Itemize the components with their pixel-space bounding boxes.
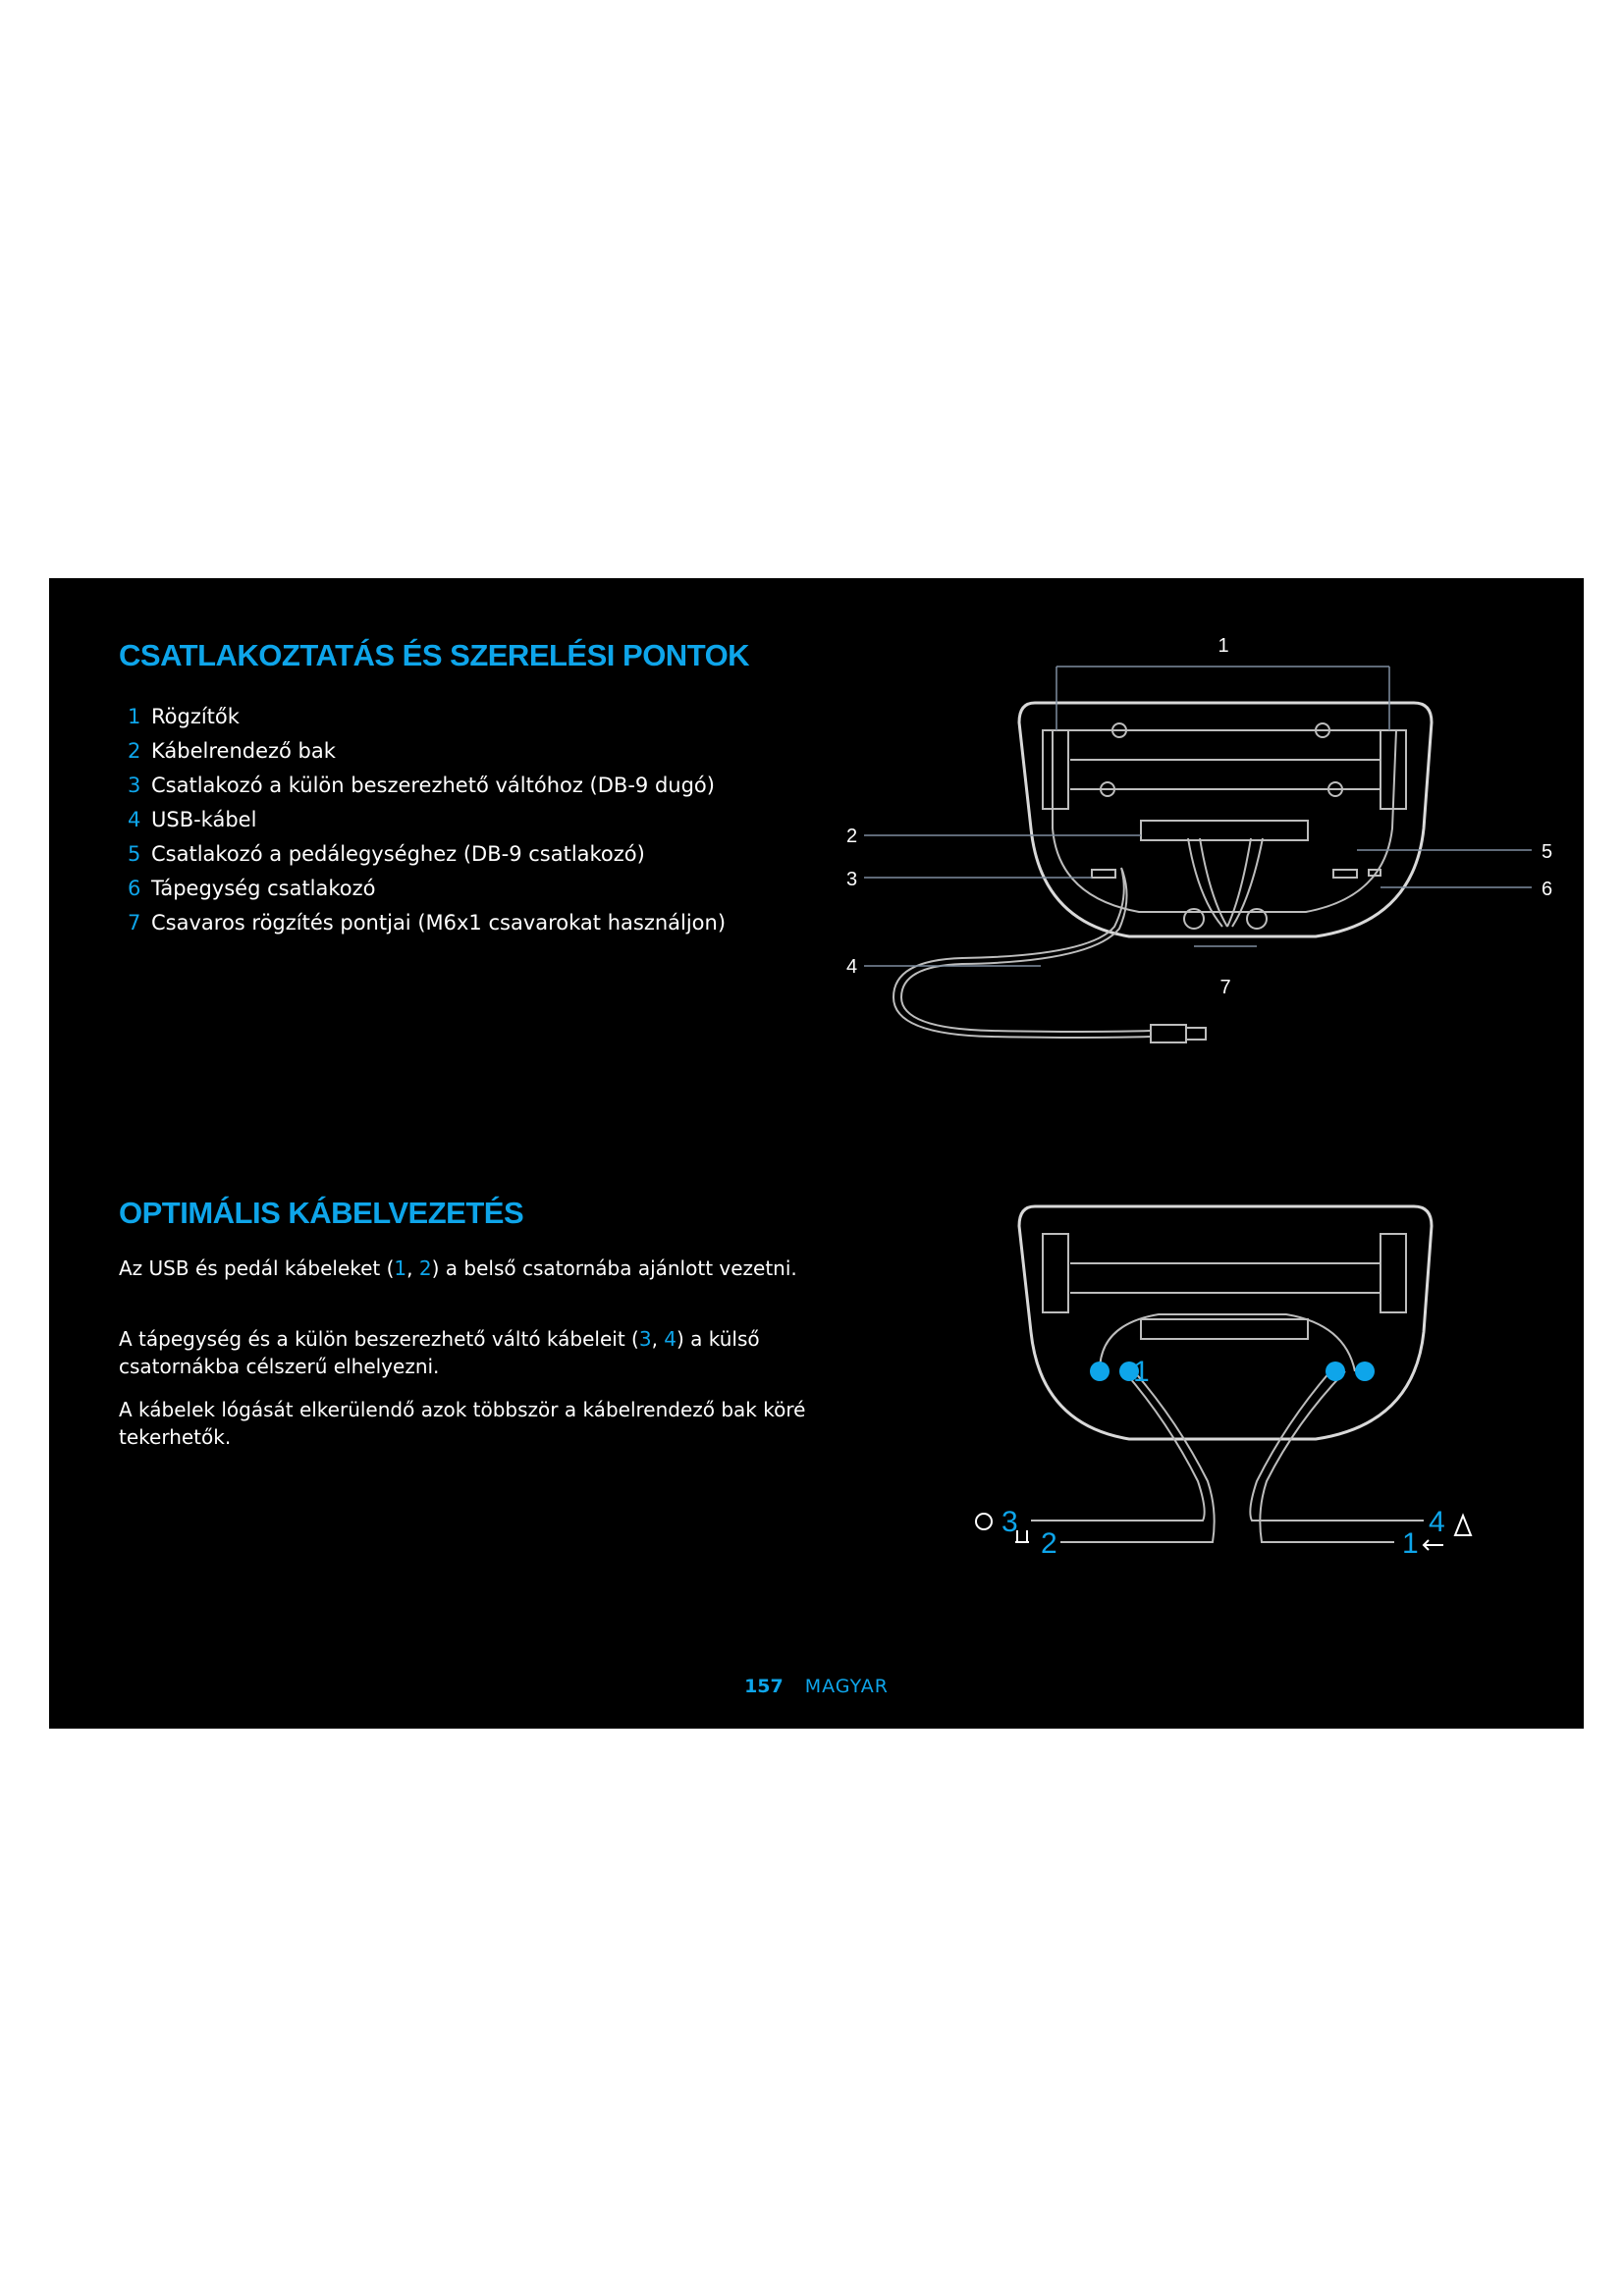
shifter-icon: [1455, 1516, 1471, 1535]
wheel-base-outline: [1019, 1206, 1432, 1439]
routing-paragraph-1: Az USB és pedál kábeleket (1, 2) a belső csatornába ajánlott vezetni.: [119, 1256, 797, 1280]
callout-5: 5: [1542, 841, 1553, 863]
legend-label: Csavaros rögzítés pontjai (M6x1 csavarokat használjon): [151, 910, 727, 934]
legend-item: [128, 871, 726, 905]
cable-management-bracket: [1141, 1319, 1308, 1339]
legend-item: [128, 768, 726, 802]
pedal-port: [1333, 870, 1357, 878]
legend-label: Tápegység csatlakozó: [151, 876, 376, 900]
legend-item: [128, 836, 726, 871]
callout-6: 6: [1542, 879, 1553, 900]
callout-3: 3: [846, 869, 858, 890]
routing-paragraph-3: A kábelek lógását elkerülendő azok többször a kábelrendező bak köré tekerhetők.: [119, 1398, 806, 1449]
wheel-base-connection-diagram: [835, 632, 1581, 1094]
legend-number: 3: [128, 773, 141, 797]
legend-number: 4: [128, 807, 141, 831]
clamp-left: [1043, 1234, 1068, 1312]
clamp-right: [1380, 1234, 1406, 1312]
legend-number: 5: [128, 841, 141, 866]
badge-label: 1: [1133, 1356, 1150, 1388]
cable-routing-diagram: [933, 1197, 1561, 1579]
routing-paragraph-2: A tápegység és a külön beszerezhető váltó kábeleit (3, 4) a külső csatornákba célszerű elhelyezni.: [119, 1327, 760, 1378]
legend-item: [128, 733, 726, 768]
usb-icon: [1424, 1540, 1443, 1550]
page-number: 157: [744, 1676, 784, 1697]
legend-number: 7: [128, 910, 141, 934]
routing-section-title: OPTIMÁLIS KÁBELVEZETÉS: [119, 1196, 524, 1230]
usb-plug-icon: [1151, 1025, 1186, 1042]
route-label-1: 1: [1402, 1527, 1419, 1560]
route-label-3: 3: [1001, 1506, 1018, 1538]
pedals-icon: [1015, 1530, 1029, 1542]
connection-legend-list: [128, 699, 726, 939]
route-label-2: 2: [1041, 1527, 1057, 1560]
callout-1: 1: [1218, 635, 1229, 657]
page-footer: [49, 1676, 1584, 1697]
connection-section-title: CSATLAKOZTATÁS ÉS SZERELÉSI PONTOK: [119, 638, 750, 672]
connection-dot: [1326, 1362, 1345, 1381]
legend-label: Csatlakozó a külön beszerezhető váltóhoz (DB-9 dugó): [151, 773, 715, 797]
legend-label: USB-kábel: [151, 807, 257, 831]
cable-channels: [1188, 838, 1263, 927]
connection-dot: [1090, 1362, 1110, 1381]
legend-item: [128, 905, 726, 939]
left-cable-routes: [1031, 1371, 1215, 1542]
legend-label: Kábelrendező bak: [151, 738, 336, 763]
power-port: [1369, 870, 1380, 876]
legend-label: Csatlakozó a pedálegységhez (DB-9 csatlakozó): [151, 841, 645, 866]
legend-item: [128, 802, 726, 836]
shifter-port: [1092, 870, 1115, 878]
cable-management-bracket: [1141, 821, 1308, 840]
legend-number: 6: [128, 876, 141, 900]
clamp-left: [1043, 730, 1068, 809]
usb-plug-tip: [1186, 1028, 1206, 1040]
legend-label: Rögzítők: [151, 704, 240, 728]
manual-page-panel: [49, 578, 1584, 1729]
footer-language: MAGYAR: [804, 1676, 889, 1697]
callout-4: 4: [846, 956, 858, 978]
legend-number: 1: [128, 704, 141, 728]
callout-2: 2: [846, 826, 858, 847]
power-icon: [976, 1514, 992, 1529]
legend-item: [128, 699, 726, 733]
route-label-4: 4: [1429, 1506, 1445, 1538]
legend-number: 2: [128, 738, 141, 763]
connection-dot: [1355, 1362, 1375, 1381]
usb-cable: [893, 868, 1151, 1038]
callout-7: 7: [1219, 977, 1231, 998]
